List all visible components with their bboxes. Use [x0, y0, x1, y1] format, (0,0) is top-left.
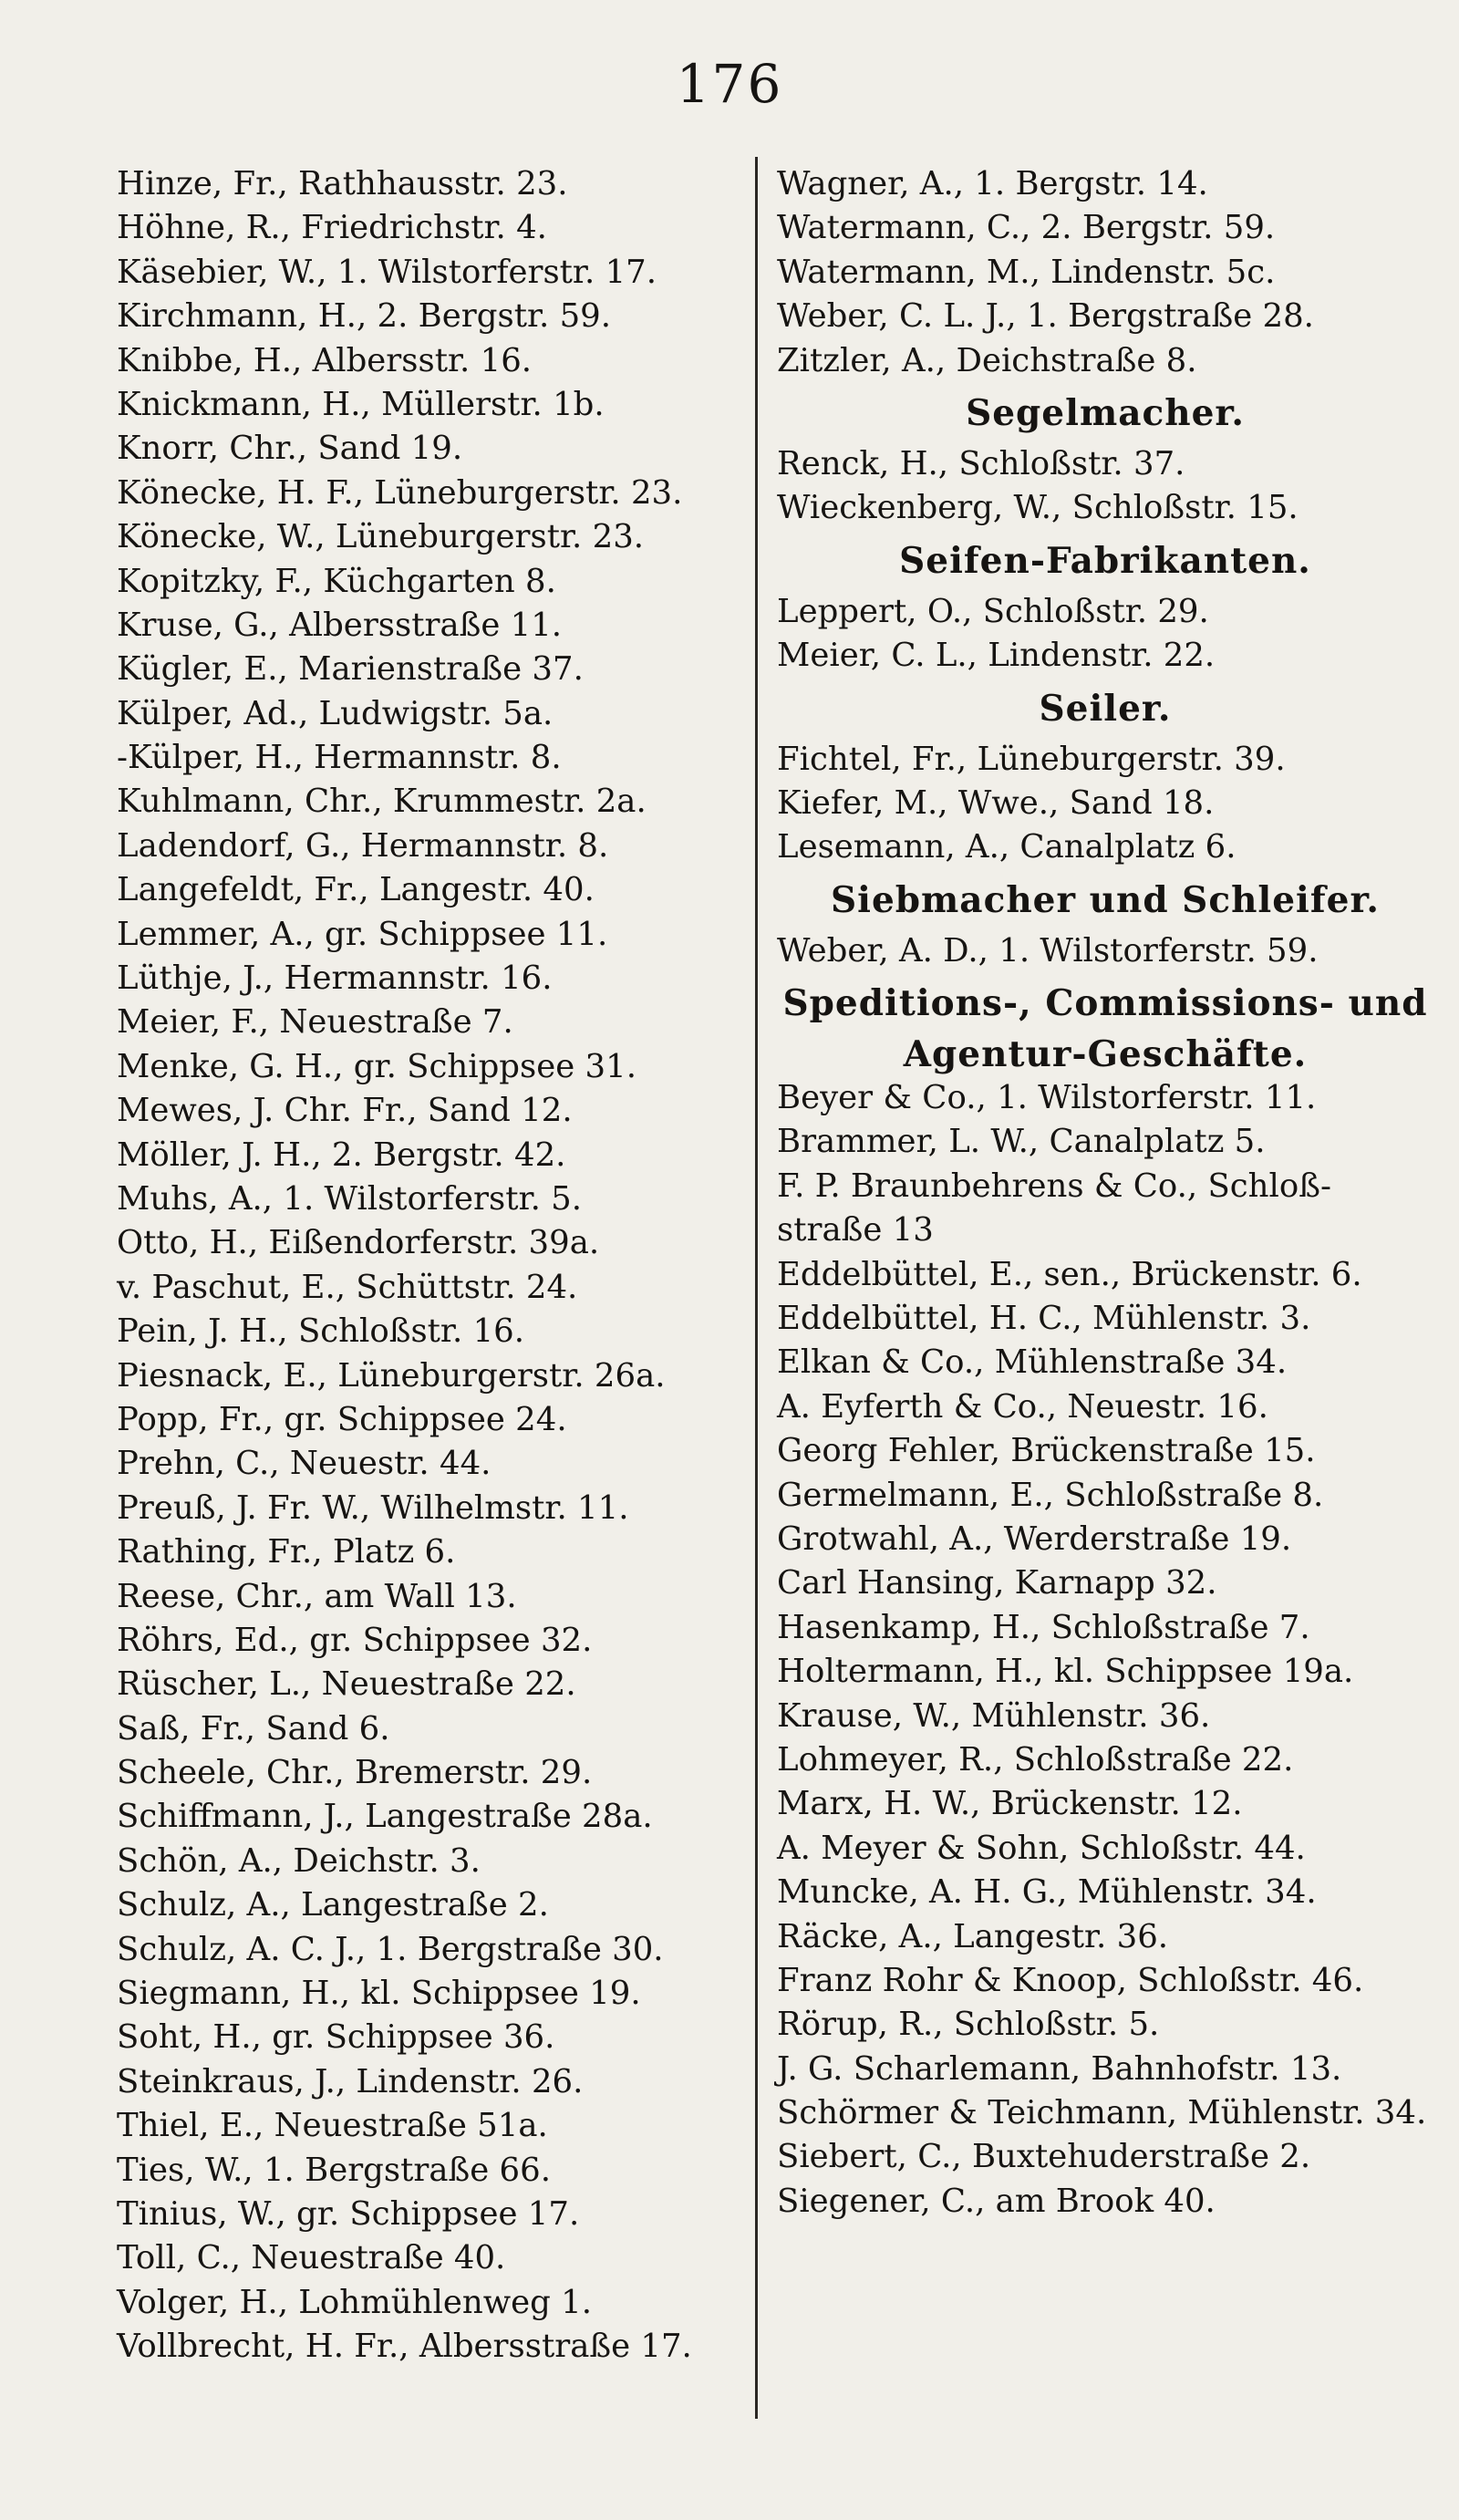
directory-entry: Rüscher, L., Neuestraße 22. [117, 1665, 576, 1704]
directory-entry: Georg Fehler, Brückenstraße 15. [777, 1432, 1316, 1470]
directory-entry-continuation: straße 13 [777, 1211, 934, 1250]
directory-entry: Krause, W., Mühlenstr. 36. [777, 1696, 1211, 1735]
directory-entry: A. Meyer & Sohn, Schloßstr. 44. [777, 1829, 1306, 1867]
directory-entry: Prehn, C., Neuestr. 44. [117, 1445, 492, 1483]
directory-entry: Meier, F., Neuestraße 7. [117, 1003, 513, 1042]
directory-entry: Germelmann, E., Schloßstraße 8. [777, 1476, 1324, 1514]
section-heading-seifen-fabrikanten: Seifen-Fabrikanten. [899, 539, 1311, 582]
directory-entry: Carl Hansing, Karnapp 32. [777, 1564, 1217, 1602]
directory-entry: Grotwahl, A., Werderstraße 19. [777, 1519, 1292, 1558]
directory-entry: Holtermann, H., kl. Schippsee 19a. [777, 1653, 1354, 1691]
directory-entry: Otto, H., Eißendorferstr. 39a. [117, 1224, 600, 1262]
directory-entry: Könecke, H. F., Lüneburgerstr. 23. [117, 473, 683, 512]
directory-entry: Külper, Ad., Ludwigstr. 5a. [117, 694, 554, 732]
directory-entry: Pein, J. H., Schloßstr. 16. [117, 1312, 525, 1351]
directory-entry: Schön, A., Deichstr. 3. [117, 1841, 481, 1880]
directory-entry: Marx, H. W., Brückenstr. 12. [777, 1785, 1243, 1823]
directory-entry: A. Eyferth & Co., Neuestr. 16. [777, 1387, 1268, 1426]
directory-entry: Kügler, E., Marienstraße 37. [117, 650, 584, 689]
right-column [777, 162, 1433, 2224]
directory-entry: Käsebier, W., 1. Wilstorferstr. 17. [117, 253, 657, 291]
directory-entry: Piesnack, E., Lüneburgerstr. 26a. [117, 1356, 666, 1395]
directory-entry: Weber, A. D., 1. Wilstorferstr. 59. [777, 931, 1319, 970]
directory-entry: Lemmer, A., gr. Schippsee 11. [117, 915, 608, 953]
directory-entry: Mewes, J. Chr. Fr., Sand 12. [117, 1092, 573, 1130]
directory-entry: Toll, C., Neuestraße 40. [117, 2239, 506, 2277]
directory-entry: Beyer & Co., 1. Wilstorferstr. 11. [777, 1079, 1317, 1117]
section-heading-siebmacher: Siebmacher und Schleifer. [830, 878, 1381, 921]
directory-entry: Siebert, C., Buxtehuderstraße 2. [777, 2138, 1311, 2176]
directory-entry: Knibbe, H., Albersstr. 16. [117, 341, 533, 379]
directory-entry: Lesemann, A., Canalplatz 6. [777, 828, 1237, 866]
directory-entry: Preuß, J. Fr. W., Wilhelmstr. 11. [117, 1488, 629, 1527]
directory-entry: Hinze, Fr., Rathhausstr. 23. [117, 165, 568, 202]
directory-entry: Könecke, W., Lüneburgerstr. 23. [117, 518, 645, 556]
directory-entry: Eddelbüttel, H. C., Mühlenstr. 3. [777, 1300, 1311, 1338]
directory-entry: Kirchmann, H., 2. Bergstr. 59. [117, 297, 612, 336]
directory-entry: Möller, J. H., 2. Bergstr. 42. [117, 1136, 566, 1174]
directory-entry: Hasenkamp, H., Schloßstraße 7. [777, 1608, 1310, 1646]
directory-entry: Saß, Fr., Sand 6. [117, 1709, 390, 1747]
directory-entry: Watermann, C., 2. Bergstr. 59. [777, 209, 1276, 247]
directory-entry: Zitzler, A., Deichstraße 8. [777, 341, 1197, 379]
directory-entry: Renck, H., Schloßstr. 37. [777, 444, 1185, 482]
directory-entry: Muhs, A., 1. Wilstorferstr. 5. [117, 1179, 583, 1218]
directory-entry: Steinkraus, J., Lindenstr. 26. [117, 2062, 584, 2100]
section-heading-seiler: Seiler. [1039, 687, 1172, 730]
directory-entry: Schulz, A. C. J., 1. Bergstraße 30. [117, 1930, 664, 1968]
directory-entry: Wagner, A., 1. Bergstr. 14. [777, 165, 1208, 202]
directory-entry: Höhne, R., Friedrichstr. 4. [117, 209, 547, 247]
directory-entry: Langefeldt, Fr., Langestr. 40. [117, 871, 595, 909]
directory-entry: Knorr, Chr., Sand 19. [117, 430, 463, 468]
directory-entry: Soht, H., gr. Schippsee 36. [117, 2018, 555, 2057]
directory-entry: Ties, W., 1. Bergstraße 66. [117, 2151, 551, 2189]
directory-entry: Rathing, Fr., Platz 6. [117, 1533, 456, 1571]
directory-entry: Leppert, O., Schloßstr. 29. [777, 592, 1209, 630]
directory-entry: v. Paschut, E., Schüttstr. 24. [117, 1268, 578, 1306]
directory-entry: Reese, Chr., am Wall 13. [117, 1577, 517, 1615]
directory-entry: Popp, Fr., gr. Schippsee 24. [117, 1400, 567, 1438]
directory-entry: Franz Rohr & Knoop, Schloßstr. 46. [777, 1961, 1364, 1999]
directory-entry: Menke, G. H., gr. Schippsee 31. [117, 1047, 636, 1085]
section-heading-speditions: Speditions-, Commissions- und [782, 982, 1428, 1025]
directory-entry: Knickmann, H., Müllerstr. 1b. [117, 385, 605, 423]
directory-entry: Kruse, G., Albersstraße 11. [117, 606, 563, 644]
column-divider [755, 157, 758, 2419]
directory-entry: Kuhlmann, Chr., Krummestr. 2a. [117, 783, 647, 821]
directory-entry: Watermann, M., Lindenstr. 5c. [777, 253, 1276, 291]
directory-entry: Muncke, A. H. G., Mühlenstr. 34. [777, 1873, 1317, 1912]
directory-entry: Rörup, R., Schloßstr. 5. [777, 2006, 1160, 2044]
directory-entry: Elkan & Co., Mühlenstraße 34. [777, 1343, 1288, 1382]
directory-entry: -Külper, H., Hermannstr. 8. [117, 739, 562, 777]
directory-entry: Lohmeyer, R., Schloßstraße 22. [777, 1740, 1294, 1779]
directory-entry: Tinius, W., gr. Schippsee 17. [117, 2194, 580, 2233]
directory-entry: Schiffmann, J., Langestraße 28a. [117, 1798, 653, 1836]
section-heading-speditions-line2: Agentur-Geschäfte. [903, 1033, 1308, 1076]
directory-entry: Eddelbüttel, E., sen., Brückenstr. 6. [777, 1255, 1362, 1293]
section-heading-segelmacher: Segelmacher. [966, 391, 1245, 434]
directory-entry: Vollbrecht, H. Fr., Albersstraße 17. [117, 2328, 692, 2366]
directory-entry: Kopitzky, F., Küchgarten 8. [117, 562, 556, 600]
directory-entry: Brammer, L. W., Canalplatz 5. [777, 1123, 1266, 1161]
directory-entry: Röhrs, Ed., gr. Schippsee 32. [117, 1621, 593, 1659]
directory-entry: F. P. Braunbehrens & Co., Schloß- [777, 1167, 1331, 1205]
directory-entry: Scheele, Chr., Bremerstr. 29. [117, 1754, 593, 1792]
directory-entry: Schulz, A., Langestraße 2. [117, 1886, 549, 1924]
directory-entry: Schörmer & Teichmann, Mühlenstr. 34. [777, 2094, 1427, 2132]
left-column [117, 162, 737, 2370]
directory-entry: J. G. Scharlemann, Bahnhofstr. 13. [777, 2049, 1342, 2088]
directory-entry: Lüthje, J., Hermannstr. 16. [117, 959, 553, 998]
directory-entry: Thiel, E., Neuestraße 51a. [117, 2107, 548, 2145]
directory-entry: Räcke, A., Langestr. 36. [777, 1917, 1169, 1955]
directory-entry: Kiefer, M., Wwe., Sand 18. [777, 783, 1215, 822]
directory-entry: Siegmann, H., kl. Schippsee 19. [117, 1975, 641, 2013]
directory-entry: Siegener, C., am Brook 40. [777, 2182, 1216, 2220]
directory-entry: Ladendorf, G., Hermannstr. 8. [117, 826, 609, 865]
directory-entry: Fichtel, Fr., Lüneburgerstr. 39. [777, 740, 1286, 778]
directory-entry: Wieckenberg, W., Schloßstr. 15. [777, 489, 1299, 527]
directory-entry: Weber, C. L. J., 1. Bergstraße 28. [777, 297, 1314, 336]
directory-entry: Volger, H., Lohmühlenweg 1. [117, 2283, 592, 2321]
page-number: 176 [676, 53, 783, 115]
directory-entry: Meier, C. L., Lindenstr. 22. [777, 637, 1216, 675]
